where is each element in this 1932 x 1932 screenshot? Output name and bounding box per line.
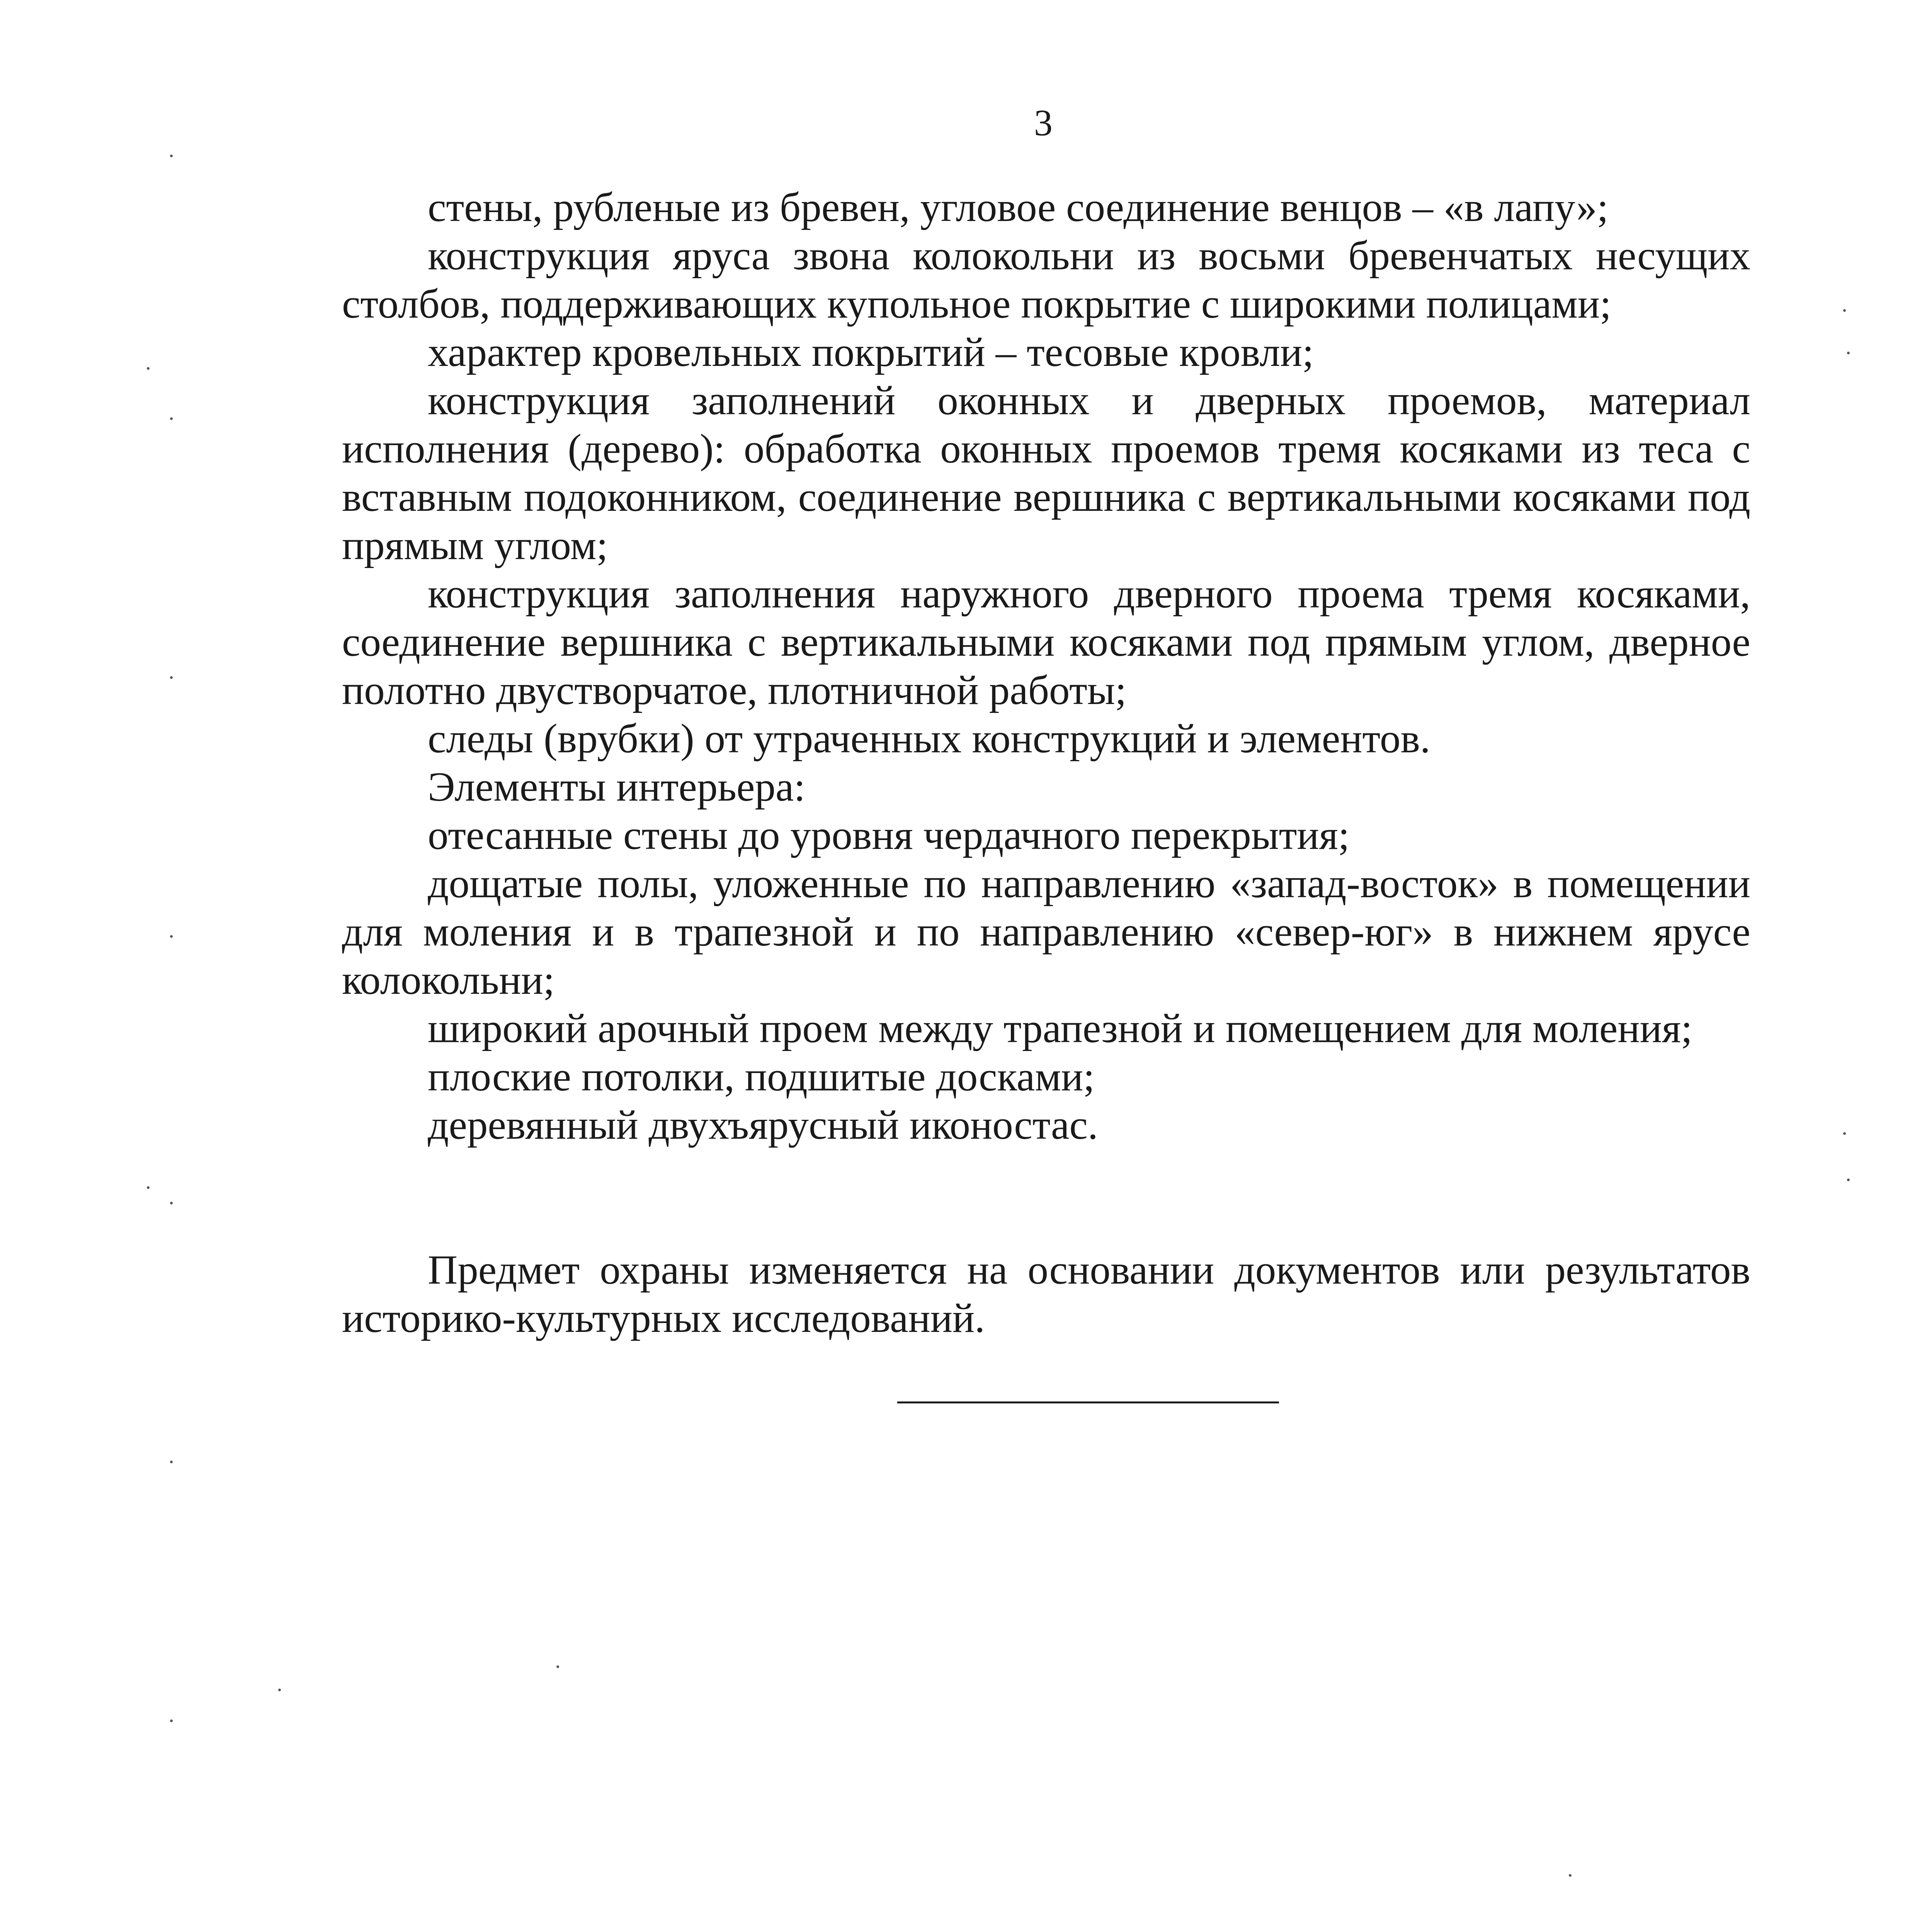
scan-speck [170, 417, 173, 420]
paragraph-window-door-fillings: конструкция заполнений оконных и дверных проемов, материал исполнения (дерево): обработка оконных проемов тремя косяками из теса с вставным подоконником, соединение вершника с вертикальными косяками под прямым углом; [342, 378, 1750, 568]
paragraph-walls: стены, рубленые из бревен, угловое соединение венцов – «в лапу»; [428, 185, 1609, 230]
scan-speck [170, 676, 173, 679]
scan-speck [1847, 1179, 1850, 1181]
page-number: 3 [1034, 102, 1053, 143]
scan-speck [1843, 1132, 1846, 1135]
scan-speck [170, 935, 173, 938]
scan-speck [147, 1186, 150, 1189]
paragraph-roofing: характер кровельных покрытий – тесовые кровли; [428, 330, 1314, 375]
scan-speck [1569, 1874, 1571, 1877]
closing-rule [897, 1401, 1279, 1403]
paragraph-arched-opening: широкий арочный проем между трапезной и помещением для моления; [428, 1006, 1692, 1051]
scan-speck [170, 155, 173, 157]
scan-speck [556, 1665, 559, 1668]
paragraph-interior-heading: Элементы интерьера: [428, 764, 806, 810]
scan-speck [1847, 352, 1850, 354]
scan-speck [1843, 309, 1846, 312]
paragraph-closing: Предмет охраны изменяется на основании документов или результатов историко-культурных исследований. [342, 1247, 1750, 1341]
paragraph-exterior-door: конструкция заполнения наружного дверного проема тремя косяками, соединение вершника с вертикальными косяками под прямым углом, дверное полотно двустворчатое, плотничной работы; [342, 571, 1750, 713]
scan-speck [147, 367, 150, 370]
scan-speck [170, 1719, 173, 1722]
scan-speck [170, 1461, 173, 1463]
document-body [342, 184, 1750, 1343]
scan-speck [278, 1689, 281, 1691]
paragraph-floors: дощатые полы, уложенные по направлению «запад-восток» в помещении для моления и в трапезной и по направлению «север-юг» в нижнем ярусе колокольни; [342, 861, 1750, 1003]
paragraph-iconostasis: деревянный двухъярусный иконостас. [428, 1102, 1098, 1148]
paragraph-ceilings: плоские потолки, подшитые досками; [428, 1054, 1095, 1100]
paragraph-traces: следы (врубки) от утраченных конструкций и элементов. [428, 716, 1430, 762]
scan-speck [170, 1202, 173, 1204]
paragraph-hewn-walls: отесанные стены до уровня чердачного перекрытия; [428, 813, 1350, 858]
paragraph-belfry-structure: конструкция яруса звона колокольни из восьми бревенчатых несущих столбов, поддерживающих купольное покрытие с широкими полицами; [342, 233, 1750, 327]
